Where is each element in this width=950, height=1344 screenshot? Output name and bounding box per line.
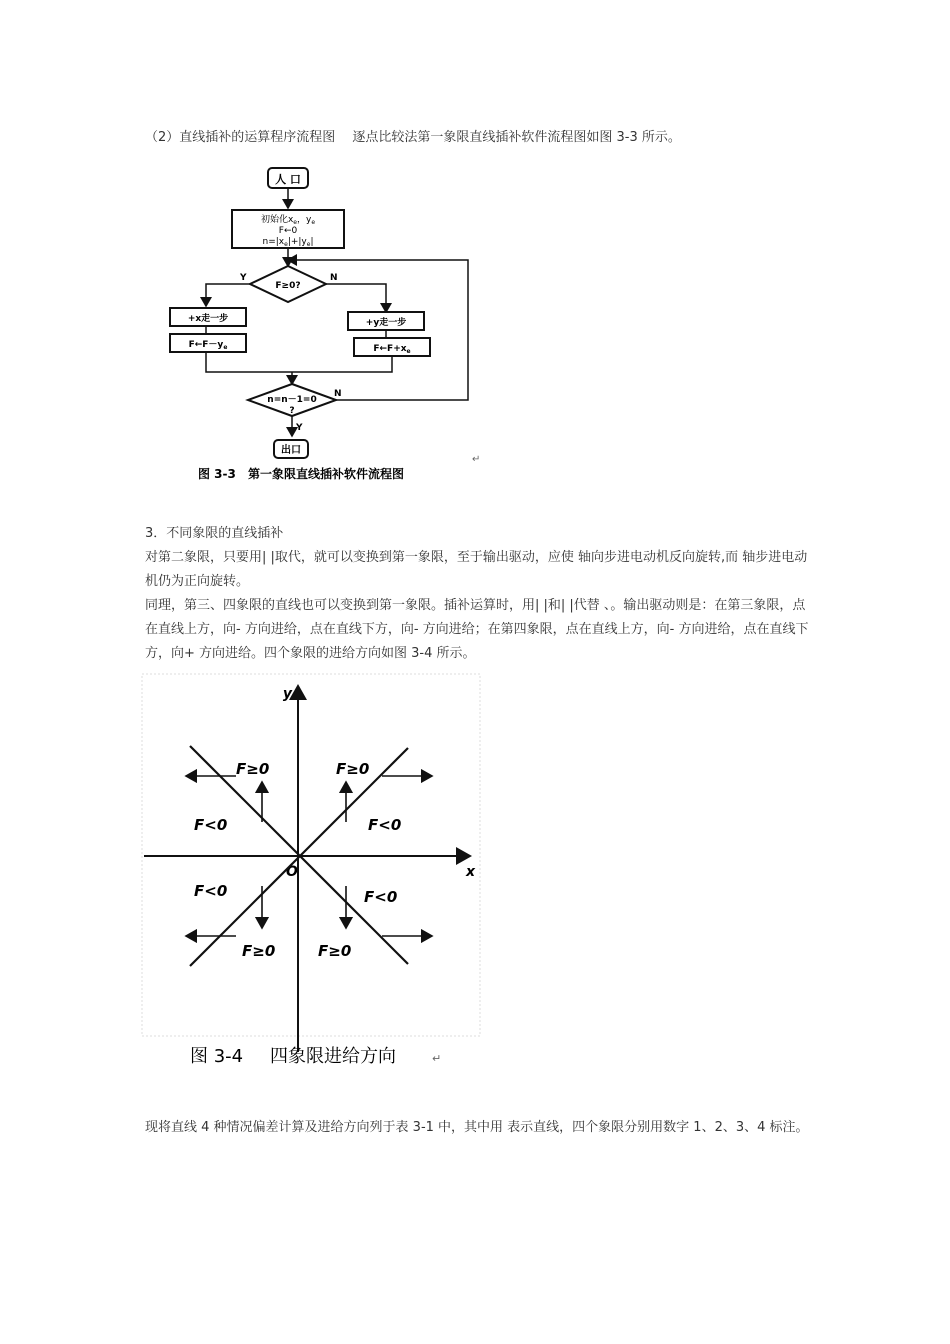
- entry-label: 人 口: [275, 173, 301, 186]
- left-step-label: +x走一步: [187, 314, 229, 324]
- caption-3-4-num: 图 3-4: [190, 1046, 244, 1067]
- q3-f-ge: F≥0: [242, 942, 276, 960]
- flowchart-svg: [160, 160, 480, 490]
- right-step-label: +y走一步: [365, 318, 407, 328]
- quadrant-figure: [140, 672, 485, 1072]
- return-mark-2: ↵: [432, 1052, 442, 1065]
- q3-f-lt: F<0: [194, 882, 228, 900]
- x-label: x: [466, 864, 476, 880]
- caption-3-3-num: 图 3-3: [198, 467, 236, 481]
- paragraph-2: 同理，第三、四象限的直线也可以变换到第一象限。插补运算时，用| |和| |代替 、。输出驱动则是：在第三象限，点在直线上方，向- 方向进给，点在直线下方，向- 方向进给；在第四象限，点在直线上方，向- 方向进给，点在直线下方，向+ 方向进给。四个象限的进给方向如图 3-4 所示。: [145, 598, 809, 661]
- return-mark: ↵: [472, 454, 480, 465]
- q4-f-lt: F<0: [364, 888, 398, 906]
- init-line3: $n=|x_e|+|y_e|$: [262, 237, 314, 248]
- caption-3-4-text: 四象限进给方向: [270, 1046, 396, 1067]
- right-calc-label: $F\leftarrow F+x_e$: [373, 344, 411, 355]
- yes2-label: Y: [296, 423, 303, 433]
- decision2-line1: n=n－1=0: [267, 395, 317, 405]
- no2-label: N: [334, 389, 342, 399]
- init-line1: 初始化$x_e$，$y_e$: [260, 215, 316, 226]
- decision1-label: F≥0?: [275, 281, 301, 291]
- no-label: N: [330, 273, 338, 283]
- paragraph-3: 现将直线 4 种情况偏差计算及进给方向列于表 3-1 中，其中用 表示直线，四个象限分别用数字 1、2、3、4 标注。: [145, 1120, 809, 1135]
- q1-f-lt: F<0: [368, 816, 402, 834]
- paragraph-1: 对第二象限，只要用| |取代，就可以变换到第一象限，至于输出驱动，应使 轴向步进电动机反向旋转,而 轴步进电动机仍为正向旋转。: [145, 550, 808, 589]
- q2-f-lt: F<0: [194, 816, 228, 834]
- y-label: y: [282, 686, 292, 702]
- q4-f-ge: F≥0: [318, 942, 352, 960]
- origin-label: O: [286, 864, 298, 880]
- decision2-line2: ?: [289, 406, 295, 416]
- init-line2: F←0: [278, 226, 298, 236]
- exit-label: 出口: [281, 445, 301, 456]
- intro-text: （2）直线插补的运算程序流程图 逐点比较法第一象限直线插补软件流程图如图 3-3 所示。: [145, 130, 681, 145]
- caption-3-3-text: 第一象限直线插补软件流程图: [248, 467, 405, 481]
- flowchart-figure: [160, 160, 480, 490]
- q1-f-ge: F≥0: [336, 760, 370, 778]
- left-calc-label: $F\leftarrow F-y_e$: [188, 340, 228, 351]
- yes-label: Y: [240, 273, 247, 283]
- section3-title: 3．不同象限的直线插补: [145, 526, 284, 541]
- quadrant-svg: [140, 672, 485, 1072]
- q2-f-ge: F≥0: [236, 760, 270, 778]
